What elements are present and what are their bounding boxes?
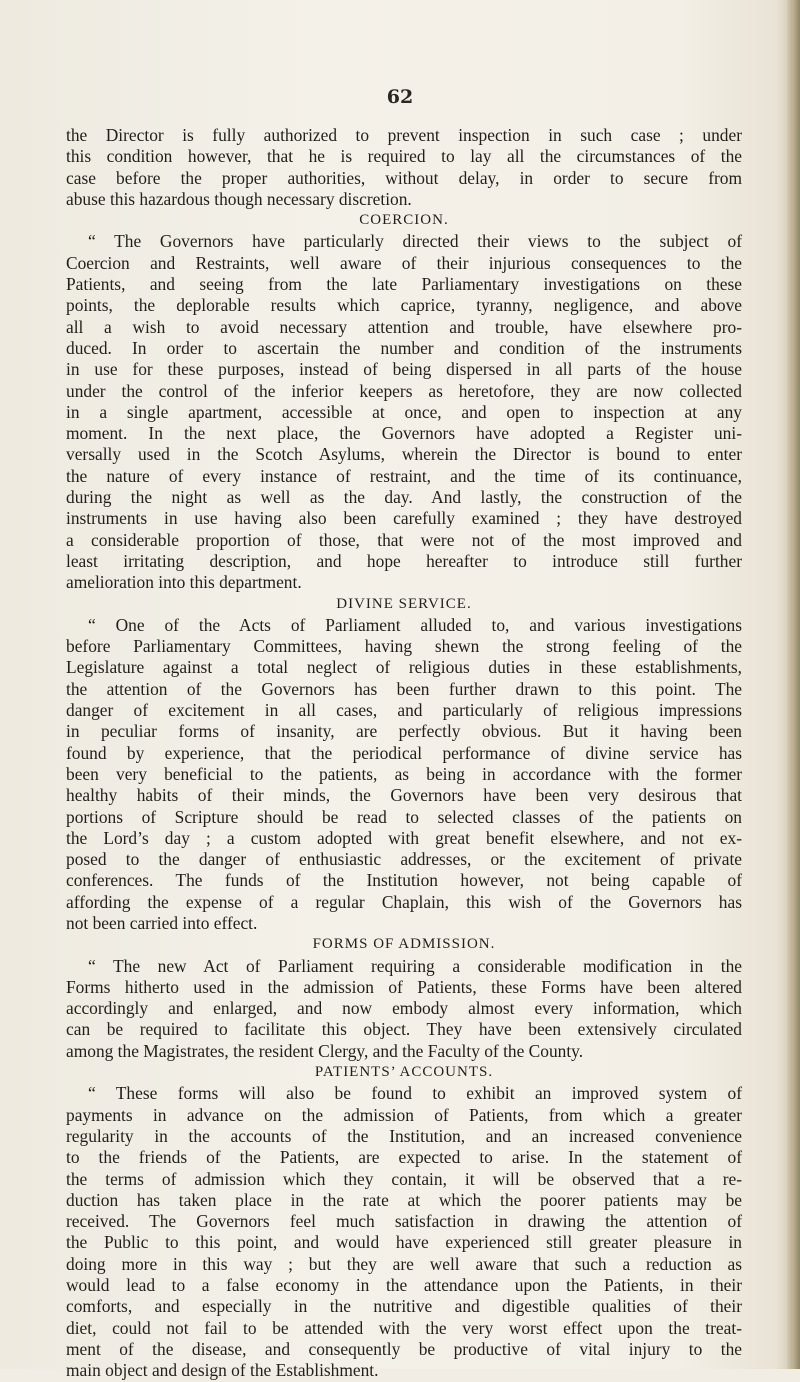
text-line: the Director is fully authorized to prevent inspection in such case ; under <box>66 125 742 145</box>
text-line: this condition however, that he is required to lay all the circumstances of the <box>66 146 742 167</box>
text-line: “ The new Act of Parliament requiring a considerable modification in the <box>88 955 742 976</box>
section-heading: COERCION. <box>359 212 449 229</box>
text-line: the nature of every instance of restraint, and the time of its continuance, <box>66 465 742 486</box>
text-line: ment of the disease, and consequently be productive of vital injury to the <box>66 1338 742 1359</box>
text-line: the Public to this point, and would have experienced still greater pleasure in <box>66 1232 742 1253</box>
section-heading: FORMS OF ADMISSION. <box>312 936 496 953</box>
text-line: in use for these purposes, instead of being dispersed in all parts of the house <box>66 359 742 380</box>
text-line: versally used in the Scotch Asylums, wherein the Director is bound to enter <box>66 444 742 465</box>
text-line: Coercion and Restraints, well aware of their injurious consequences to the <box>66 252 742 273</box>
text-line: case before the proper authorities, without delay, in order to secure from <box>66 167 742 188</box>
text-line: “ These forms will also be found to exhibit an improved system of <box>88 1083 742 1104</box>
paragraph <box>66 1083 742 1381</box>
text-line: the Lord’s day ; a custom adopted with great benefit elsewhere, and not ex- <box>66 827 742 848</box>
text-line: under the control of the inferior keepers as heretofore, they are now collected <box>66 380 742 401</box>
text-line: to the friends of the Patients, are expected to arise. In the statement of <box>66 1147 742 1168</box>
text-line: comforts, and especially in the nutritive and digestible qualities of their <box>66 1296 742 1317</box>
text-line: diet, could not fail to be attended with the very worst effect upon the treat- <box>66 1317 742 1338</box>
text-line: in peculiar forms of insanity, are perfectly obvious. But it having been <box>66 721 742 742</box>
text-line: been very beneficial to the patients, as being in accordance with the former <box>66 763 742 784</box>
text-line: main object and design of the Establishment. <box>66 1360 379 1381</box>
text-line: “ The Governors have particularly directed their views to the subject of <box>88 231 742 252</box>
page-number: 62 <box>386 86 414 108</box>
text-line: payments in advance on the admission of Patients, from which a greater <box>66 1104 742 1125</box>
text-line: accordingly and enlarged, and now embody almost every information, which <box>66 998 742 1019</box>
text-line: among the Magistrates, the resident Clergy, and the Faculty of the County. <box>66 1040 584 1061</box>
text-line: portions of Scripture should be read to selected classes of the patients on <box>66 806 742 827</box>
text-line: received. The Governors feel much satisfaction in drawing the attention of <box>66 1211 742 1232</box>
text-line: affording the expense of a regular Chaplain, this wish of the Governors has <box>66 891 742 912</box>
text-line: posed to the danger of enthusiastic addresses, or the excitement of private <box>66 849 742 870</box>
text-line: would lead to a false economy in the attendance upon the Patients, in their <box>66 1275 742 1296</box>
text-line: duced. In order to ascertain the number and condition of the instruments <box>66 337 742 358</box>
text-line: danger of excitement in all cases, and particularly of religious impressions <box>66 700 742 721</box>
text-line: “ One of the Acts of Parliament alluded to, and various investigations <box>88 614 742 635</box>
text-line: least irritating description, and hope hereafter to introduce still further <box>66 550 742 571</box>
text-line: all a wish to avoid necessary attention and trouble, have elsewhere pro- <box>66 316 742 337</box>
text-line: Patients, and seeing from the late Parliamentary investigations on these <box>66 274 742 295</box>
text-line: Legislature against a total neglect of religious duties in these establishments, <box>66 657 742 678</box>
text-line: points, the deplorable results which caprice, tyranny, negligence, and above <box>66 295 742 316</box>
page-edge-shadow <box>786 0 800 1369</box>
paragraph <box>66 231 742 593</box>
text-line: doing more in this way ; but they are well aware that such a reduction as <box>66 1253 742 1274</box>
text-line: instruments in use having also been carefully examined ; they have destroyed <box>66 508 742 529</box>
text-line: can be required to facilitate this object. They have been extensively circulated <box>66 1019 742 1040</box>
paragraph <box>66 125 742 210</box>
text-line: amelioration into this department. <box>66 572 302 593</box>
paragraph <box>66 956 742 1062</box>
text-line: during the night as well as the day. And lastly, the construction of the <box>66 487 742 508</box>
text-line: before Parliamentary Committees, having shewn the strong feeling of the <box>66 636 742 657</box>
body-text <box>66 125 742 1382</box>
text-line: Forms hitherto used in the admission of Patients, these Forms have been altered <box>66 976 742 997</box>
text-line: in a single apartment, accessible at once, and open to inspection at any <box>66 401 742 422</box>
section-heading: DIVINE SERVICE. <box>336 595 472 612</box>
text-line: the attention of the Governors has been further drawn to this point. The <box>66 678 742 699</box>
text-line: healthy habits of their minds, the Governors have been very desirous that <box>66 785 742 806</box>
text-line: a considerable proportion of those, that were not of the most improved and <box>66 529 742 550</box>
text-line: regularity in the accounts of the Institution, and an increased convenience <box>66 1125 742 1146</box>
text-line: conferences. The funds of the Institution however, not being capable of <box>66 870 742 891</box>
text-line: not been carried into effect. <box>66 912 258 933</box>
text-line: abuse this hazardous though necessary discretion. <box>66 188 412 209</box>
text-line: moment. In the next place, the Governors have adopted a Register uni- <box>66 423 742 444</box>
section-heading: PATIENTS’ ACCOUNTS. <box>314 1064 494 1081</box>
text-line: the terms of admission which they contain, it will be observed that a re- <box>66 1168 742 1189</box>
paragraph <box>66 615 742 934</box>
text-line: found by experience, that the periodical performance of divine service has <box>66 742 742 763</box>
text-line: duction has taken place in the rate at which the poorer patients may be <box>66 1189 742 1210</box>
